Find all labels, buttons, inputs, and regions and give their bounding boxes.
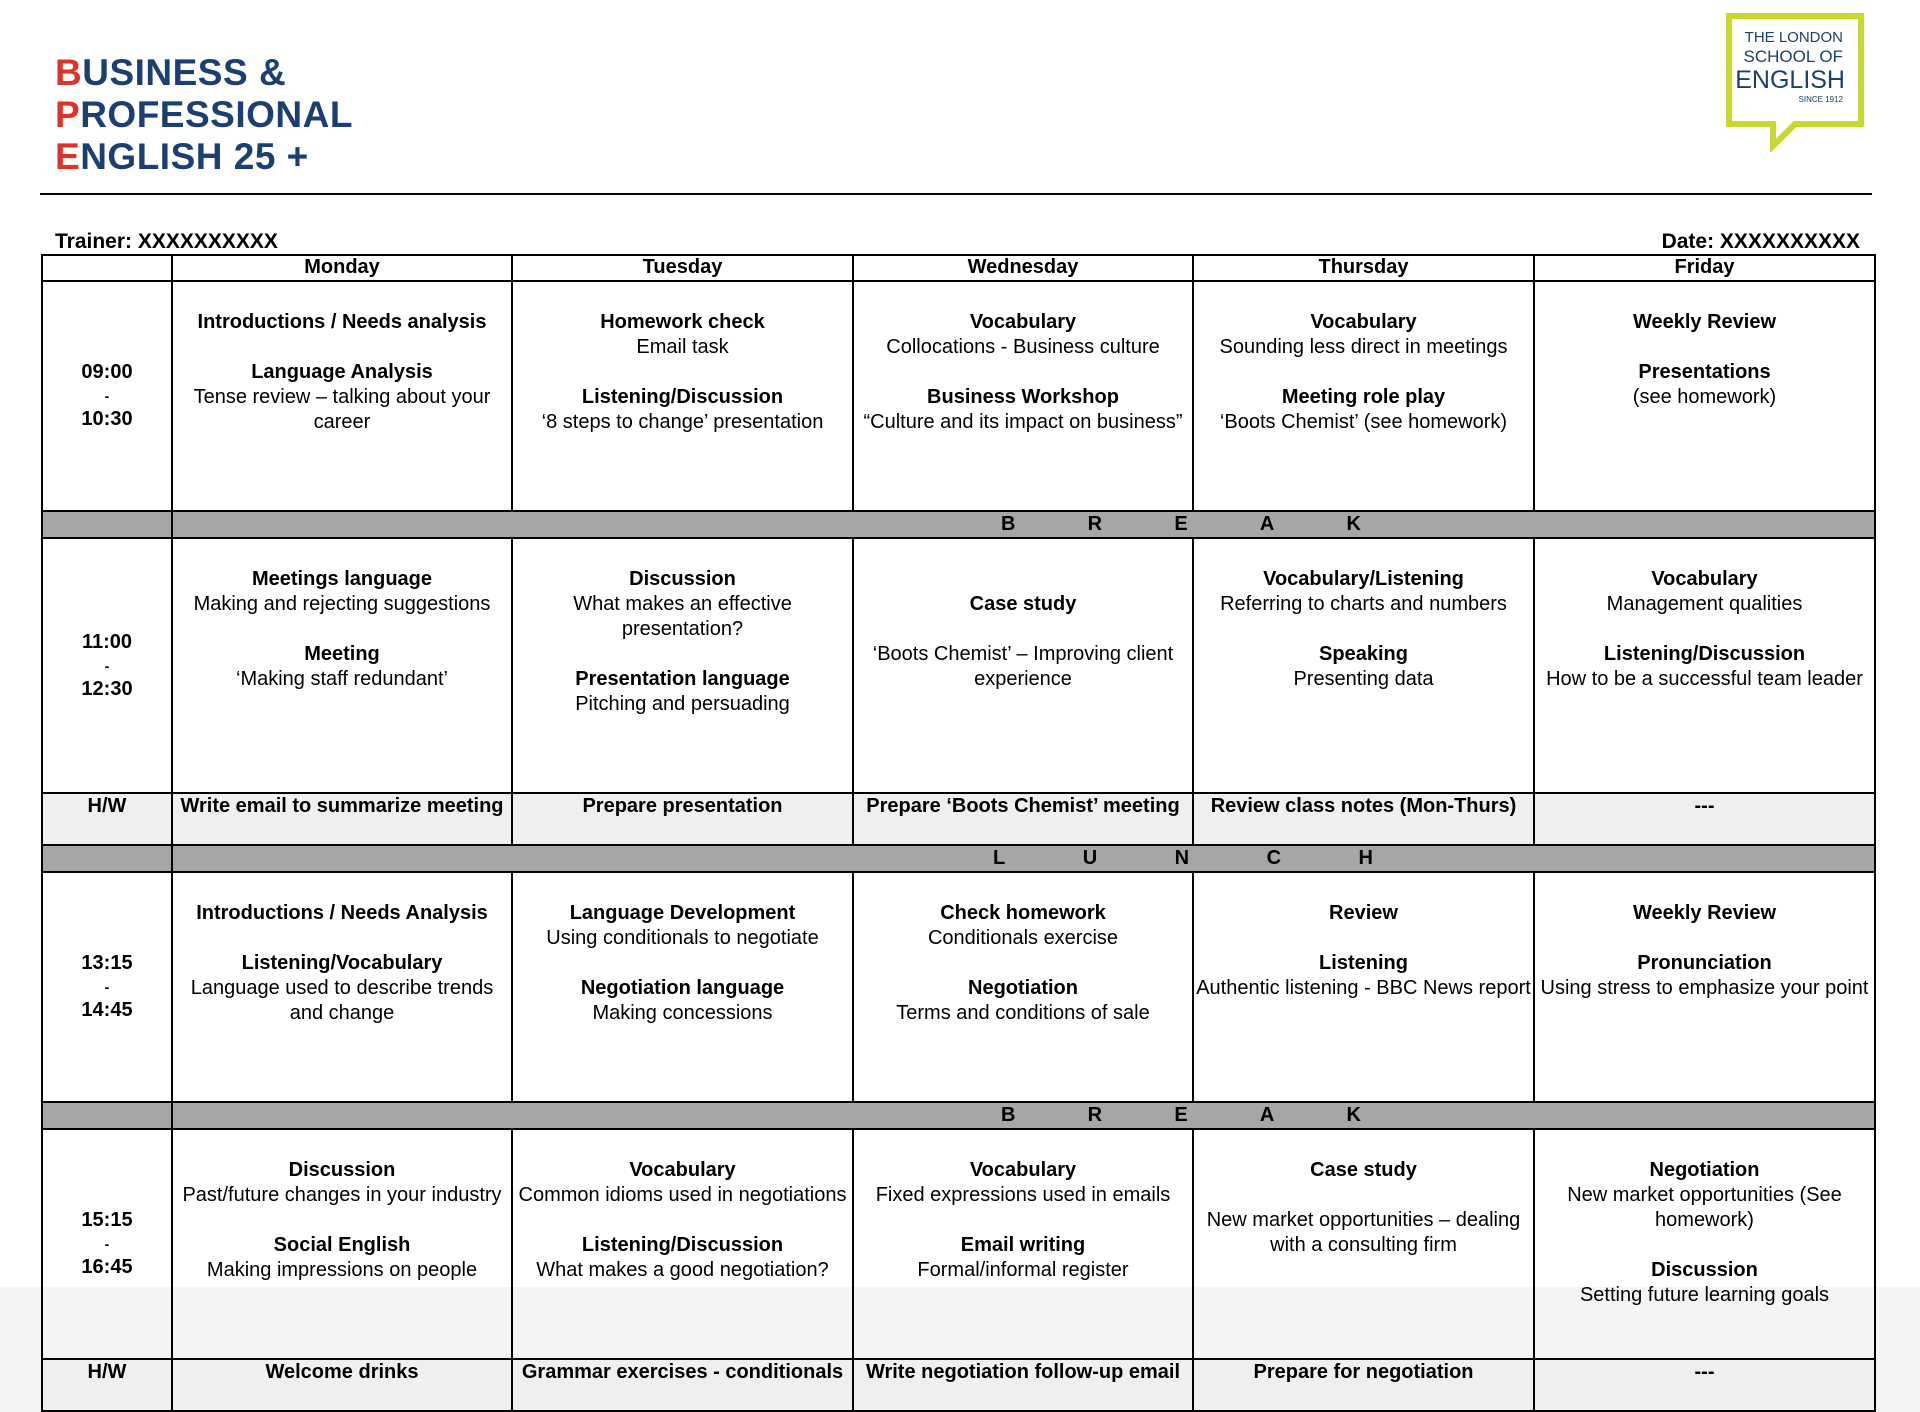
session-row-2 bbox=[42, 538, 1875, 793]
lunch-row bbox=[42, 845, 1875, 872]
time-slot-3: 13:15 - 14:45 bbox=[42, 872, 172, 1102]
break-label: B R E A K bbox=[172, 1102, 1875, 1129]
lesson-cell: Negotiation New market opportunities (See homework) Discussion Setting future learning goals bbox=[1534, 1129, 1875, 1359]
break-label: B R E A K bbox=[172, 511, 1875, 538]
session-row-4 bbox=[42, 1129, 1875, 1359]
session-row-1 bbox=[42, 281, 1875, 511]
lesson-cell: Introductions / Needs Analysis Listening/Vocabulary Language used to describe trends and change bbox=[172, 872, 512, 1102]
day-wednesday: Wednesday bbox=[853, 255, 1193, 281]
lesson-cell: Homework check Email task Listening/Discussion ‘8 steps to change’ presentation bbox=[512, 281, 853, 511]
lunch-label: L U N C H bbox=[172, 845, 1875, 872]
title-line-1: BUSINESS & bbox=[55, 52, 287, 93]
lesson-cell: Language Development Using conditionals to negotiate Negotiation language Making concessions bbox=[512, 872, 853, 1102]
timetable bbox=[41, 254, 1876, 1412]
lesson-cell: Case study ‘Boots Chemist’ – Improving client experience bbox=[853, 538, 1193, 793]
time-slot-1: 09:00 - 10:30 bbox=[42, 281, 172, 511]
lesson-cell: Vocabulary/Listening Referring to charts and numbers Speaking Presenting data bbox=[1193, 538, 1534, 793]
session-row-3 bbox=[42, 872, 1875, 1102]
time-slot-2: 11:00 - 12:30 bbox=[42, 538, 172, 793]
lesson-cell: Discussion Past/future changes in your industry Social English Making impressions on people bbox=[172, 1129, 512, 1359]
homework-item: Prepare for negotiation bbox=[1193, 1359, 1534, 1411]
time-slot-4: 15:15 - 16:45 bbox=[42, 1129, 172, 1359]
homework-row-1 bbox=[42, 793, 1875, 845]
lesson-cell: Introductions / Needs analysis Language Analysis Tense review – talking about your career bbox=[172, 281, 512, 511]
homework-item: --- bbox=[1534, 1359, 1875, 1411]
svg-text:SINCE 1912: SINCE 1912 bbox=[1798, 95, 1843, 104]
lesson-cell: Weekly Review Pronunciation Using stress to emphasize your point bbox=[1534, 872, 1875, 1102]
homework-row-2 bbox=[42, 1359, 1875, 1411]
day-monday: Monday bbox=[172, 255, 512, 281]
homework-label: H/W bbox=[42, 793, 172, 845]
lunch-spacer bbox=[42, 845, 172, 872]
break-row-2 bbox=[42, 1102, 1875, 1129]
homework-item: Welcome drinks bbox=[172, 1359, 512, 1411]
day-friday: Friday bbox=[1534, 255, 1875, 281]
lesson-cell: Review Listening Authentic listening - BBC News report bbox=[1193, 872, 1534, 1102]
homework-label: H/W bbox=[42, 1359, 172, 1411]
header-divider bbox=[40, 193, 1872, 195]
day-header-row bbox=[42, 255, 1875, 281]
day-thursday: Thursday bbox=[1193, 255, 1534, 281]
title-line-3: ENGLISH 25 + bbox=[55, 136, 309, 177]
course-title bbox=[55, 52, 353, 178]
speech-bubble-logo-icon bbox=[1725, 12, 1865, 152]
date-label: Date: XXXXXXXXXX bbox=[1661, 230, 1860, 253]
homework-item: Write email to summarize meeting bbox=[172, 793, 512, 845]
break-spacer bbox=[42, 511, 172, 538]
svg-text:ENGLISH: ENGLISH bbox=[1735, 66, 1845, 94]
homework-item: Grammar exercises - conditionals bbox=[512, 1359, 853, 1411]
corner-cell bbox=[42, 255, 172, 281]
lesson-cell: Vocabulary Common idioms used in negotiations Listening/Discussion What makes a good negotiation? bbox=[512, 1129, 853, 1359]
homework-item: Prepare presentation bbox=[512, 793, 853, 845]
homework-item: Review class notes (Mon-Thurs) bbox=[1193, 793, 1534, 845]
london-school-logo bbox=[1725, 12, 1865, 152]
svg-text:THE LONDON: THE LONDON bbox=[1744, 29, 1843, 46]
svg-text:SCHOOL OF: SCHOOL OF bbox=[1743, 47, 1843, 66]
break-row-1 bbox=[42, 511, 1875, 538]
lesson-cell: Vocabulary Sounding less direct in meetings Meeting role play ‘Boots Chemist’ (see homework) bbox=[1193, 281, 1534, 511]
title-line-2: PROFESSIONAL bbox=[55, 94, 353, 135]
homework-item: Prepare ‘Boots Chemist’ meeting bbox=[853, 793, 1193, 845]
lesson-cell: Check homework Conditionals exercise Negotiation Terms and conditions of sale bbox=[853, 872, 1193, 1102]
homework-item: Write negotiation follow-up email bbox=[853, 1359, 1193, 1411]
homework-item: --- bbox=[1534, 793, 1875, 845]
lesson-cell: Vocabulary Fixed expressions used in emails Email writing Formal/informal register bbox=[853, 1129, 1193, 1359]
day-tuesday: Tuesday bbox=[512, 255, 853, 281]
lesson-cell: Vocabulary Collocations - Business culture Business Workshop “Culture and its impact on business” bbox=[853, 281, 1193, 511]
lesson-cell: Case study New market opportunities – dealing with a consulting firm bbox=[1193, 1129, 1534, 1359]
lesson-cell: Discussion What makes an effective presentation? Presentation language Pitching and persuading bbox=[512, 538, 853, 793]
trainer-label: Trainer: XXXXXXXXXX bbox=[55, 230, 278, 253]
lesson-cell: Vocabulary Management qualities Listening/Discussion How to be a successful team leader bbox=[1534, 538, 1875, 793]
lesson-cell: Meetings language Making and rejecting suggestions Meeting ‘Making staff redundant’ bbox=[172, 538, 512, 793]
break-spacer bbox=[42, 1102, 172, 1129]
lesson-cell: Weekly Review Presentations (see homework) bbox=[1534, 281, 1875, 511]
